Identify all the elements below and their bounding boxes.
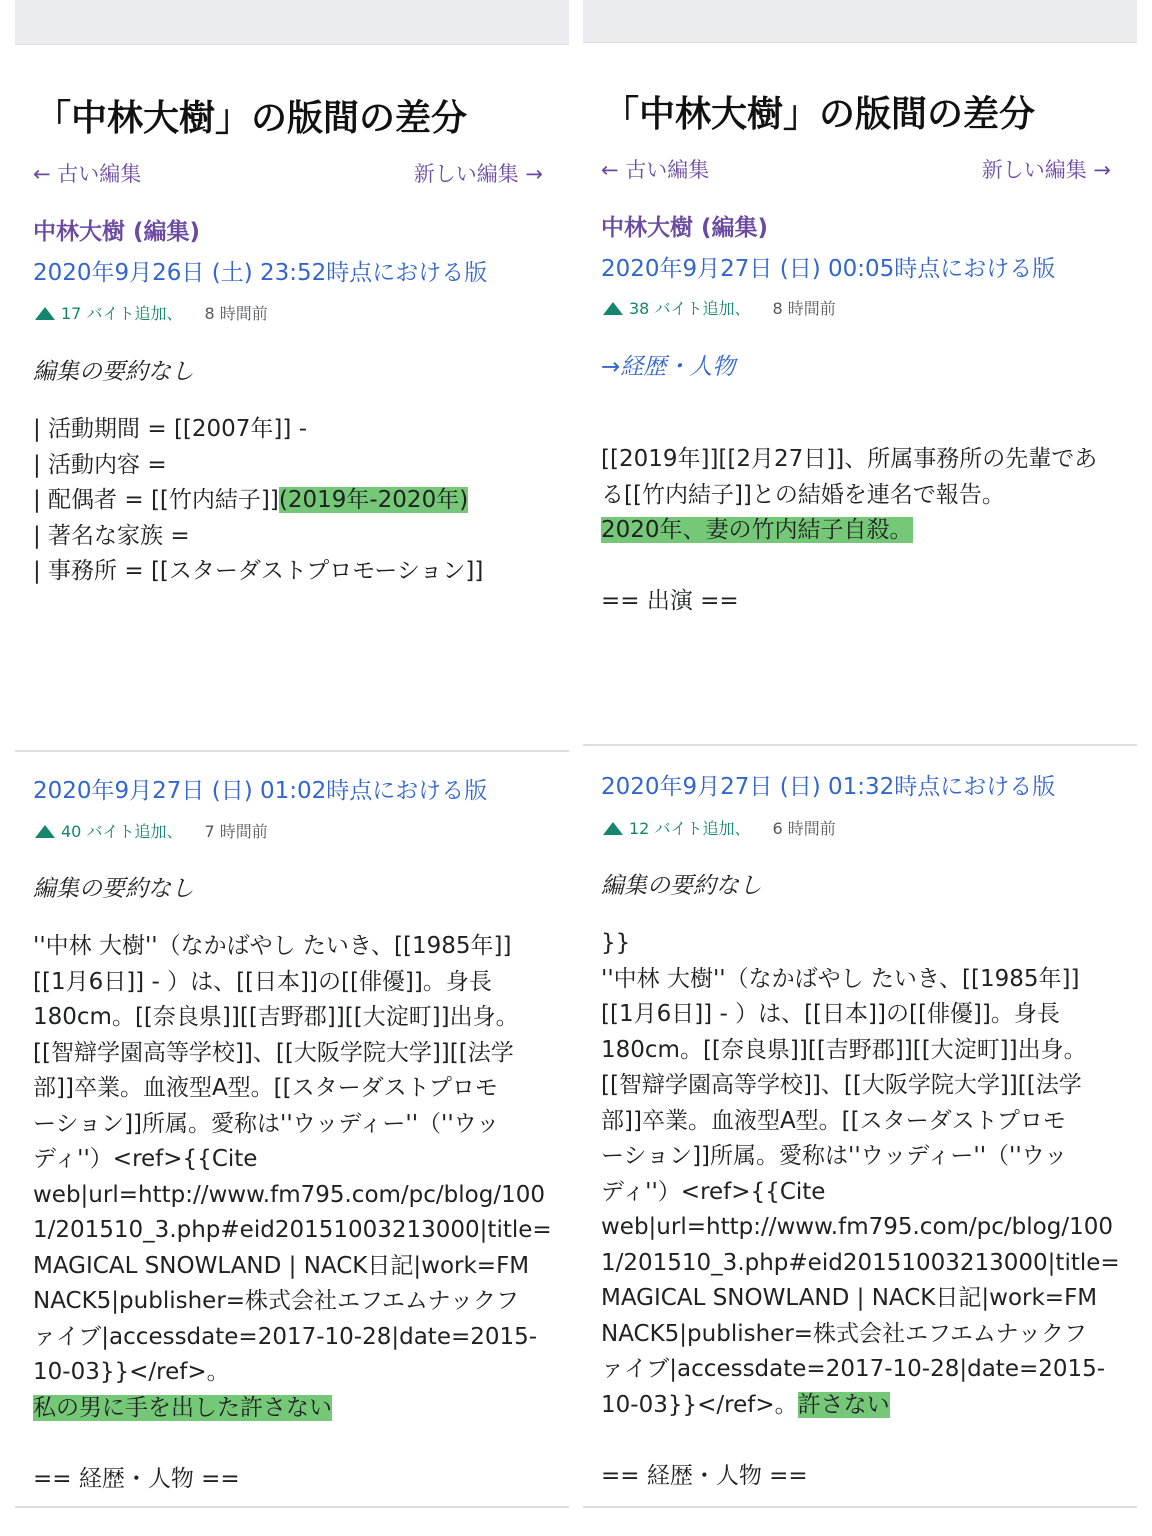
diff-line: ''中林 大樹''（なかばやし たいき、[[1985年]]	[33, 933, 512, 959]
diff-line: ァイブ|accessdate=2017-10-28|date=2015-	[33, 1323, 538, 1350]
revision-link[interactable]: 2020年9月26日 (土) 23:52時点における版	[33, 260, 488, 286]
diff-line: ーション]]所属。愛称は''ウッディー''（''ウッ	[33, 1110, 500, 1137]
section-heading: == 経歴・人物 ==	[601, 1462, 808, 1489]
triangle-up-icon	[603, 302, 623, 315]
bytes-added: 40 バイト追加、	[61, 822, 183, 841]
diff-line: | 活動内容 =	[33, 451, 167, 478]
edit-meta	[35, 819, 268, 842]
diff-line	[33, 1391, 552, 1427]
divider	[15, 1506, 569, 1508]
diff-line: ディ''）<ref>{{Cite	[33, 1146, 258, 1172]
diff-text	[601, 926, 1120, 1494]
diff-text	[601, 442, 1097, 620]
edit-summary: 編集の要約なし	[33, 359, 194, 385]
diff-line: ーション]]所属。愛称は''ウッディー''（''ウッ	[601, 1143, 1068, 1169]
diff-added-text: (2019年-2020年)	[278, 487, 469, 513]
edit-summary: 編集の要約なし	[33, 876, 194, 902]
bytes-added: 12 バイト追加、	[629, 819, 751, 838]
triangle-up-icon	[35, 825, 55, 838]
bytes-added: 38 バイト追加、	[629, 299, 751, 318]
edit-meta	[603, 296, 836, 319]
diff-line: 1/201510_3.php#eid20151003213000|title=	[33, 1217, 552, 1243]
diff-text	[33, 412, 483, 590]
section-heading: == 経歴・人物 ==	[33, 1465, 240, 1492]
diff-line: | 活動期間 = [[2007年]] -	[33, 416, 307, 442]
diff-added-text: 私の男に手を出した許さない	[33, 1394, 332, 1421]
newer-edit-link[interactable]: 新しい編集 →	[981, 158, 1111, 182]
diff-panel-top-left	[15, 0, 569, 752]
diff-line: [[智辯学園高等学校]]、[[大阪学院大学]][[法学	[601, 1072, 1082, 1098]
diff-line: NACK5|publisher=株式会社エフエムナックフ	[33, 1288, 519, 1314]
revision-link[interactable]: 2020年9月27日 (日) 01:02時点における版	[33, 778, 488, 804]
diff-line: web|url=http://www.fm795.com/pc/blog/100	[601, 1214, 1113, 1240]
blank-line	[601, 549, 1097, 585]
time-ago: 8 時間前	[204, 304, 268, 323]
diff-added-text: 許さない	[797, 1391, 890, 1418]
time-ago: 7 時間前	[204, 822, 268, 841]
section-heading: == 出演 ==	[601, 588, 739, 614]
diff-line: | 事務所 = [[スターダストプロモーション]]	[33, 558, 484, 584]
diff-panel-bottom-right	[583, 746, 1137, 1536]
edit-meta	[35, 301, 268, 324]
diff-line: ァイブ|accessdate=2017-10-28|date=2015-	[601, 1356, 1106, 1382]
edit-summary: 編集の要約なし	[601, 873, 762, 899]
blank-line	[601, 1423, 1120, 1459]
diff-line	[33, 483, 483, 519]
diff-line: MAGICAL SNOWLAND | NACK日記|work=FM	[33, 1252, 530, 1279]
diff-line: web|url=http://www.fm795.com/pc/blog/100	[33, 1181, 545, 1208]
diff-line: [[智辯学園高等学校]]、[[大阪学院大学]][[法学	[33, 1039, 514, 1066]
diff-line: 10-03}}</ref>。	[33, 1359, 230, 1385]
blank-line	[33, 1426, 552, 1462]
time-ago: 8 時間前	[772, 299, 836, 318]
diff-line: NACK5|publisher=株式会社エフエムナックフ	[601, 1320, 1087, 1347]
diff-line: MAGICAL SNOWLAND | NACK日記|work=FM	[601, 1285, 1098, 1311]
diff-line: }}	[601, 930, 631, 956]
diff-line: 部]]卒業。血液型A型。[[スターダストプロモ	[33, 1075, 498, 1101]
newer-edit-link[interactable]: 新しい編集 →	[413, 162, 543, 186]
app-toolbar	[583, 0, 1137, 43]
section-summary-link[interactable]: →経歴・人物	[601, 354, 736, 380]
diff-line: ディ''）<ref>{{Cite	[601, 1178, 826, 1205]
diff-panel-bottom-left	[15, 752, 569, 1536]
diff-line: | 著名な家族 =	[33, 522, 190, 549]
user-link[interactable]: 中林大樹 (編集)	[33, 219, 201, 245]
diff-line	[601, 1388, 1120, 1424]
diff-line: 180cm。[[奈良県]][[吉野郡]][[大淀町]]出身。	[601, 1036, 1087, 1063]
triangle-up-icon	[603, 822, 623, 835]
diff-added-text: 2020年、妻の竹内結子自殺。	[601, 517, 913, 543]
diff-line: 1/201510_3.php#eid20151003213000|title=	[601, 1249, 1120, 1276]
diff-line: [[2019年]][[2月27日]]、所属事務所の先輩であ	[601, 446, 1098, 472]
triangle-up-icon	[35, 307, 55, 320]
diff-text	[33, 929, 552, 1497]
diff-line-text: | 配偶者 = [[竹内結子]]	[33, 487, 279, 513]
time-ago: 6 時間前	[772, 819, 836, 838]
diff-line: 部]]卒業。血液型A型。[[スターダストプロモ	[601, 1107, 1066, 1134]
diff-line	[601, 513, 1097, 549]
bytes-added: 17 バイト追加、	[61, 304, 183, 323]
older-edit-link[interactable]: ← 古い編集	[33, 162, 142, 186]
revision-link[interactable]: 2020年9月27日 (日) 01:32時点における版	[601, 774, 1056, 800]
diff-line: ''中林 大樹''（なかばやし たいき、[[1985年]]	[601, 965, 1080, 992]
diff-line: る[[竹内結子]]との結婚を連名で報告。	[601, 481, 1005, 508]
diff-line: [[1月6日]] - ）は、[[日本]]の[[俳優]]。身長	[601, 1001, 1060, 1027]
revision-link[interactable]: 2020年9月27日 (日) 00:05時点における版	[601, 256, 1056, 282]
older-edit-link[interactable]: ← 古い編集	[601, 158, 710, 182]
diff-line: [[1月6日]] - ）は、[[日本]]の[[俳優]]。身長	[33, 968, 492, 995]
app-toolbar	[15, 0, 569, 45]
page-title: 「中林大樹」の版間の差分	[603, 94, 1036, 135]
user-link[interactable]: 中林大樹 (編集)	[601, 215, 769, 241]
divider	[583, 1506, 1137, 1508]
diff-line-text: 10-03}}</ref>。	[601, 1391, 798, 1418]
diff-line: 180cm。[[奈良県]][[吉野郡]][[大淀町]]出身。	[33, 1004, 519, 1030]
page-title: 「中林大樹」の版間の差分	[35, 98, 468, 139]
diff-panel-top-right	[583, 0, 1137, 746]
edit-meta	[603, 816, 836, 839]
